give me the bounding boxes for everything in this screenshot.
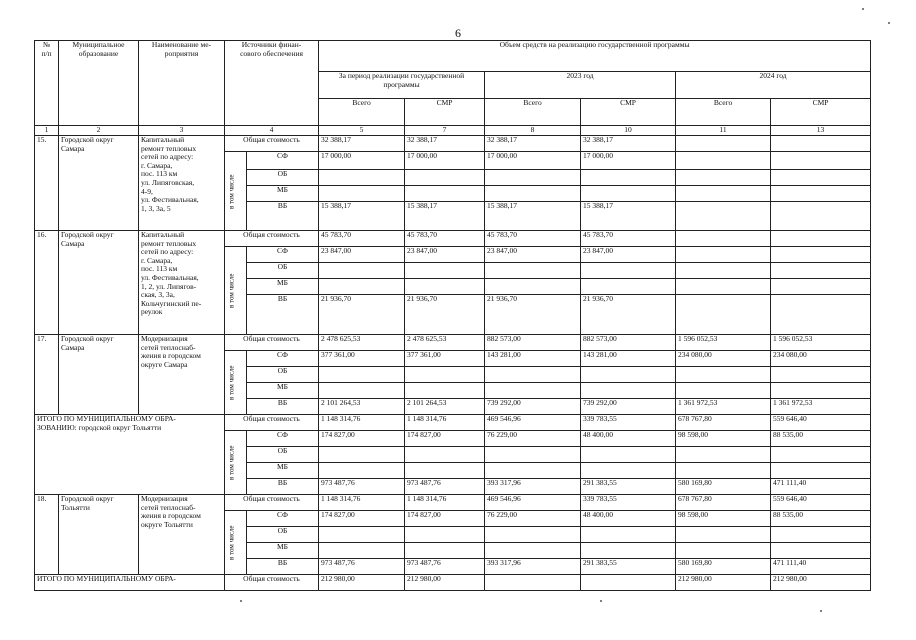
value-cell bbox=[771, 527, 871, 543]
scan-speck bbox=[862, 8, 864, 10]
municipality-name: Городской округ Самара bbox=[59, 136, 139, 231]
page-number: 6 bbox=[455, 26, 461, 40]
header-year-2024: 2024 год bbox=[676, 72, 871, 99]
including-label: в том числе bbox=[225, 247, 247, 335]
column-number: 13 bbox=[771, 126, 871, 136]
value-cell: 23 847,00 bbox=[581, 247, 676, 263]
source-mb: МБ bbox=[247, 383, 319, 399]
value-cell: 23 847,00 bbox=[319, 247, 405, 263]
value-cell: 32 388,17 bbox=[581, 136, 676, 152]
value-cell: 291 383,55 bbox=[581, 559, 676, 575]
measure-name: Капитальный ремонт тепловых сетей по адресу: г. Самара, пос. 113 км ул. Фестивальная, 1, 2, ул. Липягов- ская, 3, 3а, Кольчугинский пе- реулок bbox=[139, 231, 225, 335]
value-cell: 882 573,00 bbox=[485, 335, 581, 351]
value-cell: 76 229,00 bbox=[485, 511, 581, 527]
value-cell bbox=[405, 447, 485, 463]
value-cell bbox=[771, 463, 871, 479]
value-cell: 739 292,00 bbox=[581, 399, 676, 415]
value-cell: 469 546,96 bbox=[485, 495, 581, 511]
value-cell: 17 000,00 bbox=[405, 152, 485, 170]
value-cell bbox=[485, 463, 581, 479]
value-cell: 559 646,40 bbox=[771, 495, 871, 511]
value-cell bbox=[771, 447, 871, 463]
value-cell: 580 169,80 bbox=[676, 559, 771, 575]
value-cell: 2 101 264,53 bbox=[405, 399, 485, 415]
value-cell bbox=[581, 575, 676, 591]
value-cell: 469 546,96 bbox=[485, 415, 581, 431]
value-cell bbox=[485, 383, 581, 399]
value-cell: 1 148 314,76 bbox=[405, 495, 485, 511]
value-cell bbox=[676, 202, 771, 231]
value-cell: 45 783,70 bbox=[485, 231, 581, 247]
value-cell: 234 080,00 bbox=[676, 351, 771, 367]
value-cell: 15 388,17 bbox=[405, 202, 485, 231]
value-cell bbox=[485, 279, 581, 295]
value-cell: 88 535,00 bbox=[771, 431, 871, 447]
value-cell bbox=[405, 463, 485, 479]
value-cell bbox=[405, 543, 485, 559]
scan-speck bbox=[820, 610, 822, 612]
header-sub-total: Всего bbox=[319, 99, 405, 126]
value-cell bbox=[676, 170, 771, 186]
value-cell: 143 281,00 bbox=[581, 351, 676, 367]
row-number: 16. bbox=[35, 231, 59, 335]
value-cell bbox=[771, 263, 871, 279]
value-cell: 98 598,00 bbox=[676, 431, 771, 447]
value-cell bbox=[581, 263, 676, 279]
value-cell: 393 317,96 bbox=[485, 479, 581, 495]
value-cell bbox=[676, 231, 771, 247]
column-number: 8 bbox=[485, 126, 581, 136]
value-cell bbox=[319, 527, 405, 543]
value-cell bbox=[581, 543, 676, 559]
including-label: в том числе bbox=[225, 511, 247, 575]
value-cell: 1 361 972,53 bbox=[676, 399, 771, 415]
column-number: 3 bbox=[139, 126, 225, 136]
value-cell bbox=[581, 279, 676, 295]
value-cell bbox=[485, 367, 581, 383]
column-number-row bbox=[35, 126, 871, 136]
value-cell: 15 388,17 bbox=[485, 202, 581, 231]
value-cell bbox=[771, 202, 871, 231]
value-cell bbox=[485, 263, 581, 279]
row-number: 15. bbox=[35, 136, 59, 231]
source-sf: СФ bbox=[247, 431, 319, 447]
value-cell bbox=[771, 170, 871, 186]
value-cell: 882 573,00 bbox=[581, 335, 676, 351]
value-cell bbox=[771, 543, 871, 559]
value-cell bbox=[405, 527, 485, 543]
column-number: 7 bbox=[405, 126, 485, 136]
source-vb: ВБ bbox=[247, 202, 319, 231]
header-sub-smr: СМР bbox=[405, 99, 485, 126]
subtotal-togliatti-row bbox=[35, 415, 871, 431]
value-cell: 559 646,40 bbox=[771, 415, 871, 431]
source-mb: МБ bbox=[247, 279, 319, 295]
value-cell: 48 400,00 bbox=[581, 511, 676, 527]
value-cell: 339 783,55 bbox=[581, 495, 676, 511]
value-cell: 393 317,96 bbox=[485, 559, 581, 575]
value-cell: 212 980,00 bbox=[771, 575, 871, 591]
header-col-measure: Наименование ме- роприятия bbox=[139, 41, 225, 126]
header-sub-total: Всего bbox=[485, 99, 581, 126]
header-sub-smr: СМР bbox=[581, 99, 676, 126]
final-total-row bbox=[35, 575, 871, 591]
header-row-1 bbox=[35, 41, 871, 72]
value-cell: 739 292,00 bbox=[485, 399, 581, 415]
header-year-2023: 2023 год bbox=[485, 72, 676, 99]
value-cell bbox=[405, 170, 485, 186]
program-row-16 bbox=[35, 231, 871, 247]
value-cell bbox=[771, 231, 871, 247]
value-cell: 1 596 052,53 bbox=[676, 335, 771, 351]
value-cell bbox=[485, 170, 581, 186]
value-cell: 377 361,00 bbox=[405, 351, 485, 367]
value-cell: 174 827,00 bbox=[319, 511, 405, 527]
value-cell bbox=[676, 447, 771, 463]
value-cell: 212 980,00 bbox=[319, 575, 405, 591]
value-cell: 21 936,70 bbox=[319, 295, 405, 335]
value-cell: 48 400,00 bbox=[581, 431, 676, 447]
value-cell: 45 783,70 bbox=[319, 231, 405, 247]
value-cell: 45 783,70 bbox=[405, 231, 485, 247]
value-cell: 580 169,80 bbox=[676, 479, 771, 495]
source-ob: ОБ bbox=[247, 367, 319, 383]
header-col-municipality: Муниципальное образование bbox=[59, 41, 139, 126]
source-total-cost: Общая стоимость bbox=[225, 575, 319, 591]
source-ob: ОБ bbox=[247, 263, 319, 279]
value-cell: 15 388,17 bbox=[319, 202, 405, 231]
value-cell: 32 388,17 bbox=[485, 136, 581, 152]
value-cell bbox=[405, 279, 485, 295]
value-cell: 143 281,00 bbox=[485, 351, 581, 367]
source-vb: ВБ bbox=[247, 479, 319, 495]
value-cell bbox=[771, 279, 871, 295]
value-cell bbox=[676, 247, 771, 263]
value-cell bbox=[319, 263, 405, 279]
source-ob: ОБ bbox=[247, 170, 319, 186]
value-cell bbox=[676, 186, 771, 202]
value-cell bbox=[485, 186, 581, 202]
source-sf: СФ bbox=[247, 351, 319, 367]
value-cell bbox=[405, 186, 485, 202]
value-cell bbox=[405, 263, 485, 279]
source-mb: МБ bbox=[247, 463, 319, 479]
value-cell bbox=[581, 463, 676, 479]
value-cell: 1 148 314,76 bbox=[319, 415, 405, 431]
source-vb: ВБ bbox=[247, 399, 319, 415]
value-cell bbox=[771, 295, 871, 335]
value-cell bbox=[319, 186, 405, 202]
value-cell: 21 936,70 bbox=[405, 295, 485, 335]
value-cell: 45 783,70 bbox=[581, 231, 676, 247]
value-cell bbox=[319, 447, 405, 463]
value-cell bbox=[319, 367, 405, 383]
value-cell bbox=[405, 367, 485, 383]
column-number: 5 bbox=[319, 126, 405, 136]
source-mb: МБ bbox=[247, 543, 319, 559]
value-cell: 174 827,00 bbox=[319, 431, 405, 447]
value-cell: 2 478 625,53 bbox=[319, 335, 405, 351]
value-cell: 234 080,00 bbox=[771, 351, 871, 367]
program-row-15 bbox=[35, 136, 871, 152]
value-cell: 2 478 625,53 bbox=[405, 335, 485, 351]
value-cell bbox=[405, 383, 485, 399]
value-cell bbox=[581, 527, 676, 543]
value-cell: 1 596 052,53 bbox=[771, 335, 871, 351]
value-cell: 377 361,00 bbox=[319, 351, 405, 367]
value-cell bbox=[319, 383, 405, 399]
value-cell: 21 936,70 bbox=[485, 295, 581, 335]
header-col-volume: Объем средств на реализацию государственной программы bbox=[319, 41, 871, 72]
value-cell bbox=[676, 279, 771, 295]
value-cell bbox=[676, 263, 771, 279]
program-row-18 bbox=[35, 495, 871, 511]
source-sf: СФ bbox=[247, 511, 319, 527]
value-cell bbox=[771, 383, 871, 399]
value-cell: 678 767,80 bbox=[676, 495, 771, 511]
value-cell bbox=[581, 170, 676, 186]
source-sf: СФ bbox=[247, 152, 319, 170]
value-cell: 17 000,00 bbox=[581, 152, 676, 170]
value-cell: 471 111,40 bbox=[771, 479, 871, 495]
column-number: 2 bbox=[59, 126, 139, 136]
source-total-cost: Общая стоимость bbox=[225, 335, 319, 351]
value-cell: 76 229,00 bbox=[485, 431, 581, 447]
source-sf: СФ bbox=[247, 247, 319, 263]
source-ob: ОБ bbox=[247, 447, 319, 463]
value-cell bbox=[485, 543, 581, 559]
measure-name: Модернизация сетей теплоснаб- жения в городском округе Самара bbox=[139, 335, 225, 415]
scan-speck bbox=[888, 22, 890, 24]
value-cell: 291 383,55 bbox=[581, 479, 676, 495]
value-cell bbox=[676, 367, 771, 383]
value-cell: 471 111,40 bbox=[771, 559, 871, 575]
final-total-label: ИТОГО ПО МУНИЦИПАЛЬНОМУ ОБРА- bbox=[35, 575, 225, 591]
value-cell bbox=[676, 463, 771, 479]
value-cell bbox=[319, 543, 405, 559]
value-cell bbox=[771, 247, 871, 263]
source-mb: МБ bbox=[247, 186, 319, 202]
source-total-cost: Общая стоимость bbox=[225, 495, 319, 511]
value-cell: 678 767,80 bbox=[676, 415, 771, 431]
value-cell: 15 388,17 bbox=[581, 202, 676, 231]
scan-speck bbox=[240, 600, 242, 602]
value-cell: 98 598,00 bbox=[676, 511, 771, 527]
value-cell bbox=[676, 527, 771, 543]
municipality-name: Городской округ Самара bbox=[59, 231, 139, 335]
value-cell bbox=[581, 186, 676, 202]
value-cell bbox=[676, 152, 771, 170]
value-cell bbox=[485, 527, 581, 543]
source-vb: ВБ bbox=[247, 295, 319, 335]
municipality-name: Городской округ Самара bbox=[59, 335, 139, 415]
value-cell: 32 388,17 bbox=[405, 136, 485, 152]
value-cell bbox=[771, 136, 871, 152]
header-sub-total: Всего bbox=[676, 99, 771, 126]
including-label: в том числе bbox=[225, 351, 247, 415]
value-cell: 212 980,00 bbox=[676, 575, 771, 591]
value-cell: 973 487,76 bbox=[319, 559, 405, 575]
value-cell: 1 361 972,53 bbox=[771, 399, 871, 415]
measure-name: Модернизация сетей теплоснаб- жения в городском округе Тольятти bbox=[139, 495, 225, 575]
column-number: 10 bbox=[581, 126, 676, 136]
value-cell: 17 000,00 bbox=[319, 152, 405, 170]
value-cell bbox=[676, 295, 771, 335]
municipality-name: Городской округ Тольятти bbox=[59, 495, 139, 575]
value-cell: 174 827,00 bbox=[405, 431, 485, 447]
row-number: 18. bbox=[35, 495, 59, 575]
value-cell: 23 847,00 bbox=[485, 247, 581, 263]
source-total-cost: Общая стоимость bbox=[225, 136, 319, 152]
value-cell bbox=[581, 383, 676, 399]
value-cell: 339 783,55 bbox=[581, 415, 676, 431]
source-vb: ВБ bbox=[247, 559, 319, 575]
header-period-total: За период реализации государственной программы bbox=[319, 72, 485, 99]
header-col-sources: Источники финан- сового обеспечения bbox=[225, 41, 319, 126]
value-cell bbox=[581, 367, 676, 383]
column-number: 11 bbox=[676, 126, 771, 136]
value-cell bbox=[676, 136, 771, 152]
including-label: в том числе bbox=[225, 152, 247, 231]
program-funding-table bbox=[34, 40, 871, 591]
row-number: 17. bbox=[35, 335, 59, 415]
value-cell bbox=[319, 279, 405, 295]
value-cell: 23 847,00 bbox=[405, 247, 485, 263]
value-cell bbox=[485, 447, 581, 463]
measure-name: Капитальный ремонт тепловых сетей по адресу: г. Самара, пос. 113 км ул. Липяговская, 4-9, ул. Фестивальная, 1, 3, 3а, 5 bbox=[139, 136, 225, 231]
value-cell: 174 827,00 bbox=[405, 511, 485, 527]
scan-speck bbox=[600, 600, 602, 602]
value-cell bbox=[581, 447, 676, 463]
value-cell bbox=[771, 152, 871, 170]
value-cell: 32 388,17 bbox=[319, 136, 405, 152]
column-number: 4 bbox=[225, 126, 319, 136]
value-cell: 973 487,76 bbox=[319, 479, 405, 495]
value-cell bbox=[771, 367, 871, 383]
header-col-num: № п/п bbox=[35, 41, 59, 126]
value-cell: 1 148 314,76 bbox=[319, 495, 405, 511]
value-cell: 973 487,76 bbox=[405, 479, 485, 495]
header-sub-smr: СМР bbox=[771, 99, 871, 126]
value-cell bbox=[319, 170, 405, 186]
value-cell: 17 000,00 bbox=[485, 152, 581, 170]
value-cell bbox=[771, 186, 871, 202]
value-cell: 1 148 314,76 bbox=[405, 415, 485, 431]
value-cell bbox=[319, 463, 405, 479]
value-cell bbox=[676, 543, 771, 559]
subtotal-label: ИТОГО ПО МУНИЦИПАЛЬНОМУ ОБРА- ЗОВАНИЮ: городской округ Тольятти bbox=[35, 415, 225, 495]
value-cell: 973 487,76 bbox=[405, 559, 485, 575]
source-ob: ОБ bbox=[247, 527, 319, 543]
including-label: в том числе bbox=[225, 431, 247, 495]
source-total-cost: Общая стоимость bbox=[225, 231, 319, 247]
value-cell: 88 535,00 bbox=[771, 511, 871, 527]
value-cell: 21 936,70 bbox=[581, 295, 676, 335]
value-cell: 2 101 264,53 bbox=[319, 399, 405, 415]
value-cell bbox=[676, 383, 771, 399]
value-cell: 212 980,00 bbox=[405, 575, 485, 591]
source-total-cost: Общая стоимость bbox=[225, 415, 319, 431]
program-row-17 bbox=[35, 335, 871, 351]
column-number: 1 bbox=[35, 126, 59, 136]
value-cell bbox=[485, 575, 581, 591]
